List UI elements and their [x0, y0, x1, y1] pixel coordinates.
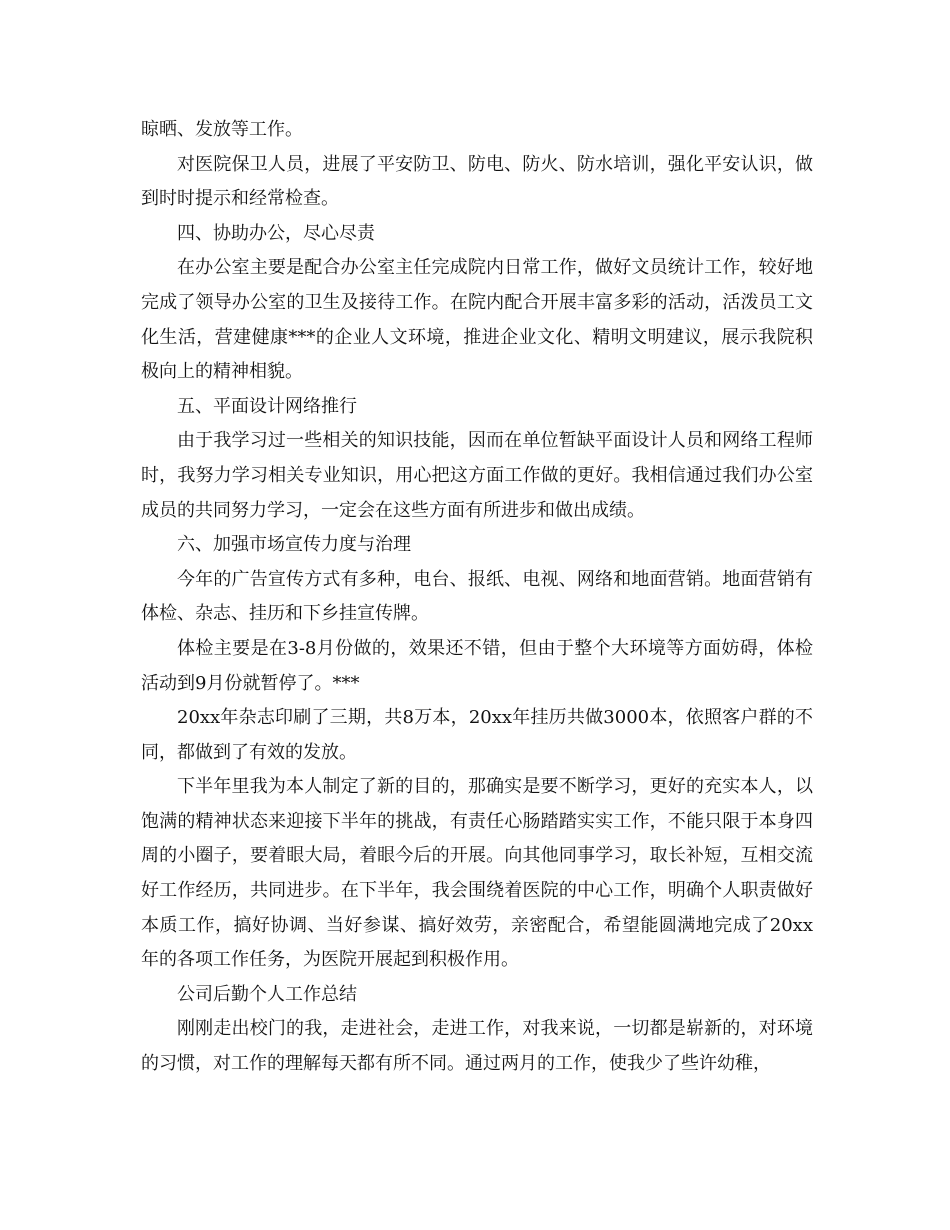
- paragraph-security-training: 对医院保卫人员，进展了平安防卫、防电、防火、防水培训，强化平安认识，做到时时提示和经常检查。: [141, 153, 813, 210]
- paragraph-office-work: 在办公室主要是配合办公室主任完成院内日常工作，做好文员统计工作，较好地完成了领导办公室的卫生及接待工作。在院内配合开展丰富多彩的活动，活泼员工文化生活，营建健康***的企业人文环境，推进企业文化、精明文明建议，展示我院积极向上的精神相貌。: [141, 257, 813, 383]
- paragraph-continuation: 晾晒、发放等工作。: [141, 119, 303, 140]
- paragraph-new-start: 刚刚走出校门的我，走进社会，走进工作，对我来说，一切都是崭新的，对环境的习惯，对工作的理解每天都有所不同。通过两月的工作，使我少了些许幼稚，: [141, 1018, 813, 1075]
- paragraph-magazine: 20xx年杂志印刷了三期，共8万本，20xx年挂历共做3000本，依照客户群的不同，都做到了有效的发放。: [141, 707, 813, 763]
- paragraph-graphic-design: 由于我学习过一些相关的知识技能，因而在单位暂缺平面设计人员和网络工程师时，我努力学习相关专业知识，用心把这方面工作做的更好。我相信通过我们办公室成员的共同努力学习，一定会在这些方面有所进步和做出成绩。: [141, 430, 813, 521]
- section-heading-4: 四、协助办公，尽心尽责: [177, 222, 375, 244]
- section-heading-summary: 公司后勤个人工作总结: [177, 983, 357, 1005]
- section-heading-5: 五、平面设计网络推行: [177, 395, 357, 417]
- paragraph-advertising: 今年的广告宣传方式有多种，电台、报纸、电视、网络和地面营销。地面营销有体检、杂志、挂历和下乡挂宣传牌。: [141, 568, 813, 625]
- document-body: [141, 113, 813, 1082]
- paragraph-health-check: 体检主要是在3-8月份做的，效果还不错，但由于整个大环境等方面妨碍，体检活动到9月份就暂停了。***: [141, 637, 813, 694]
- paragraph-plan: 下半年里我为本人制定了新的目的，那确实是要不断学习，更好的充实本人，以饱满的精神状态来迎接下半年的挑战，有责任心肠踏踏实实工作，不能只限于本身四周的小圈子，要着眼大局，着眼今后的开展。向其他同事学习，取长补短，互相交流好工作经历，共同进步。在下半年，我会围绕着医院的中心工作，明确个人职责做好本质工作，搞好协调、当好参谋、搞好效劳，亲密配合，希望能圆满地完成了20xx年的各项工作任务，为医院开展起到积极作用。: [141, 776, 813, 971]
- section-heading-6: 六、加强市场宣传力度与治理: [177, 534, 411, 556]
